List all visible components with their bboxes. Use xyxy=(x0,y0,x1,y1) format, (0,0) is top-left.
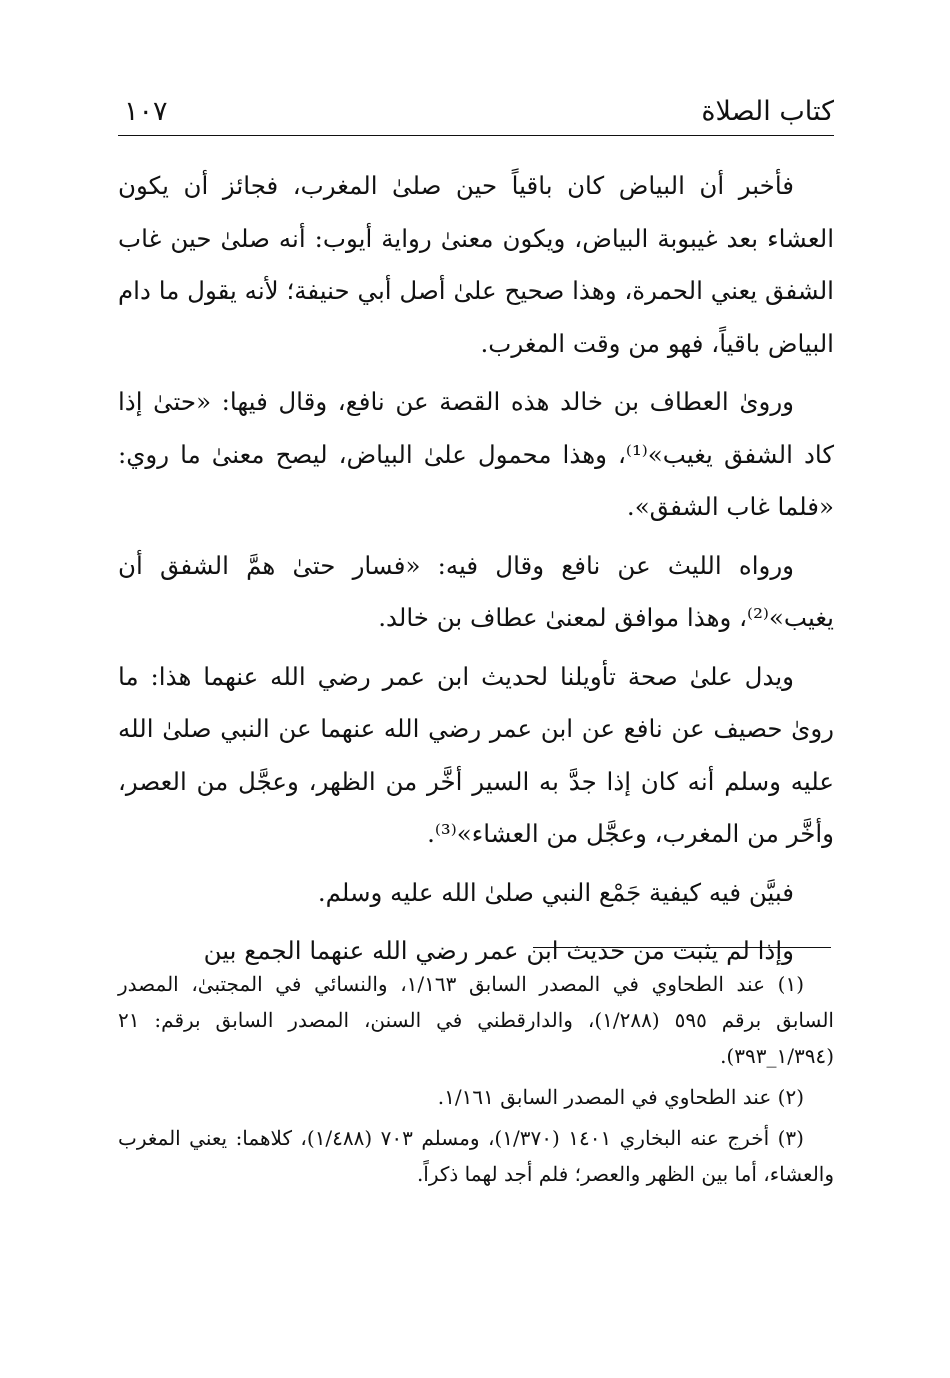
main-text xyxy=(118,160,834,984)
footnote-rule xyxy=(533,947,831,948)
paragraph: ويدل علىٰ صحة تأويلنا لحديث ابن عمر رضي الله عنهما هذا: ما روىٰ حصيف عن نافع عن ابن عمر رضي الله عنهما عن النبي صلىٰ الله عليه وسلم أنه كان إذا جدَّ به السير أخَّر من الظهر، وعجَّل من العصر، وأخَّر من المغرب، وعجَّل من العشاء»⁽³⁾. xyxy=(118,661,834,848)
chapter-title: كتاب الصلاة xyxy=(701,96,834,127)
page-number: ١٠٧ xyxy=(124,96,168,127)
footnotes xyxy=(118,966,834,1197)
footnote: (٢) عند الطحاوي في المصدر السابق ١/١٦١. xyxy=(437,1085,804,1109)
paragraph: فأخبر أن البياض كان باقياً حين صلىٰ المغرب، فجائز أن يكون العشاء بعد غيبوبة البياض، ويكون معنىٰ رواية أيوب: أنه صلىٰ حين غاب الشفق يعني الحمرة، وهذا صحيح علىٰ أصل أبي حنيفة؛ لأنه يقول ما دام البياض باقياً، فهو من وقت المغرب. xyxy=(118,171,834,358)
running-header xyxy=(118,92,834,132)
paragraph: ورواه الليث عن نافع وقال فيه: «فسار حتىٰ همَّ الشفق أن يغيب»⁽²⁾، وهذا موافق لمعنىٰ عطاف بن خالد. xyxy=(118,550,834,632)
footnote: (٣) أخرج عنه البخاري ١٤٠١ (١/٣٧٠)، ومسلم ٧٠٣ (١/٤٨٨)، كلاهما: يعني المغرب والعشاء، أما بين الظهر والعصر؛ فلم أجد لهما ذكراً. xyxy=(118,1126,834,1186)
footnote: (١) عند الطحاوي في المصدر السابق ١/١٦٣، والنسائي في المجتبىٰ، المصدر السابق برقم ٥٩٥ (١/٢٨٨)، والدارقطني في السنن، المصدر السابق برقم: ٢١ (١/٣٩٤_٣٩٣). xyxy=(118,972,834,1068)
paragraph: وإذا لم يثبت من حديث ابن عمر رضي الله عنهما الجمع بين xyxy=(203,936,794,965)
paragraph: فبيَّن فيه كيفية جَمْع النبي صلىٰ الله عليه وسلم. xyxy=(317,877,794,907)
paragraph: وروىٰ العطاف بن خالد هذه القصة عن نافع، وقال فيها: «حتىٰ إذا كاد الشفق يغيب»⁽¹⁾، وهذا محمول علىٰ البياض، ليصح معنىٰ ما روي: «فلما غاب الشفق». xyxy=(118,387,834,521)
header-rule xyxy=(118,135,834,136)
